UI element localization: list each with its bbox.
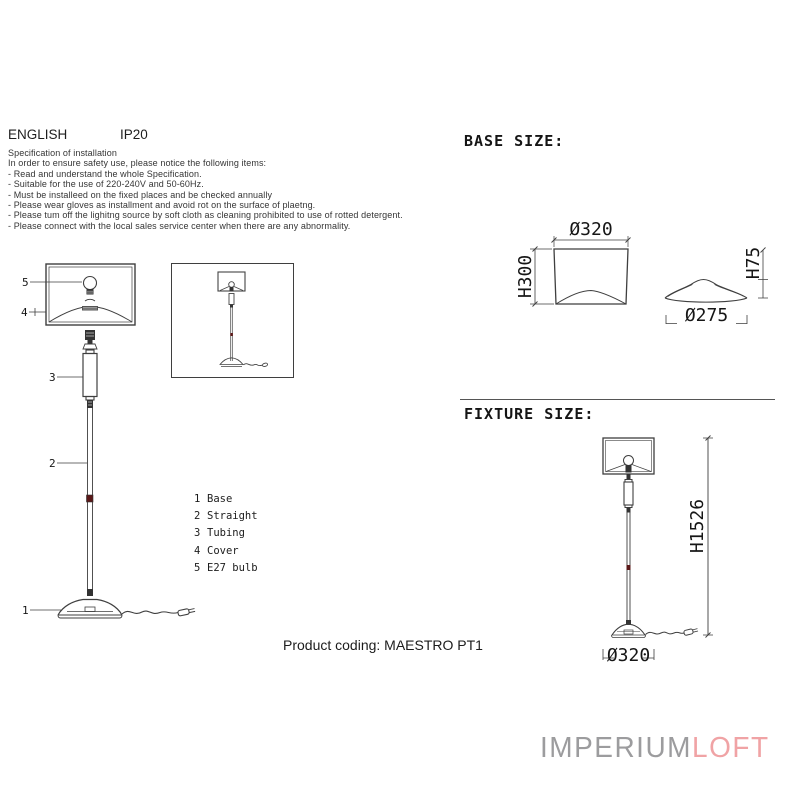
language-label: ENGLISH	[8, 127, 68, 142]
callout-label-base: 1	[22, 604, 29, 617]
brand-loft: LOFT	[692, 731, 770, 764]
dim-label-fixture-base-width: Ø320	[606, 645, 651, 666]
part-number: 2	[194, 510, 201, 523]
part-number: 3	[194, 527, 201, 540]
dim-label-base-width: Ø275	[684, 305, 729, 326]
callout-label-bulb: 5	[22, 276, 29, 289]
spec-item: - Please connect with the local sales service center when there are any abnormality.	[8, 220, 351, 231]
brand-logo	[540, 732, 770, 765]
part-label: Tubing	[207, 527, 245, 540]
spec-item: - Please tum off the lighitng source by soft cloth as cleaning prohibited to use of rotted detergent.	[8, 210, 403, 221]
spec-intro: In order to ensure safety use, please notice the following items:	[8, 158, 267, 169]
part-number: 5	[194, 561, 201, 574]
callout-label-tubing: 3	[49, 371, 56, 384]
dim-label-shade-width: Ø320	[569, 219, 613, 240]
spec-item: - Must be installeed on the fixed places and be checked annually	[8, 189, 273, 200]
fixture-size-title: FIXTURE SIZE:	[464, 405, 595, 423]
dim-label-fixture-height: H1526	[687, 498, 708, 554]
part-row	[194, 510, 258, 527]
part-number: 1	[194, 493, 201, 505]
base-size-title: BASE SIZE:	[464, 132, 565, 150]
callout-label-straight: 2	[49, 457, 56, 470]
product-coding-label: Product coding: MAESTRO PT1	[283, 637, 483, 653]
part-row	[194, 493, 258, 510]
base-size-drawings	[460, 212, 790, 337]
parts-list	[194, 493, 258, 579]
part-row	[194, 562, 258, 579]
spec-title: Specification of installation	[8, 148, 117, 158]
brand-imperium: IMPERIUM	[540, 731, 692, 764]
part-label: E27 bulb	[207, 561, 258, 574]
part-row	[194, 545, 258, 562]
dim-label-shade-height: H300	[515, 254, 536, 299]
part-label: Straight	[207, 510, 258, 523]
assembled-lamp-drawing	[172, 264, 292, 376]
spec-item: - Read and understand the whole Specification.	[8, 168, 202, 179]
assembled-view-inset	[171, 263, 294, 378]
fixture-drawing	[558, 428, 748, 668]
callout-label-cover: 4	[21, 306, 28, 319]
section-divider	[460, 399, 775, 400]
spec-item: - Suitable for the use of 220-240V and 50-60Hz.	[8, 179, 204, 190]
part-number: 4	[194, 544, 201, 557]
part-row	[194, 527, 258, 544]
spec-section	[8, 148, 448, 231]
part-label: Cover	[207, 544, 239, 557]
spec-item: - Please wear gloves as installment and avoid rot on the surface of plaetng.	[8, 200, 316, 211]
part-label: Base	[207, 493, 233, 505]
ip-rating-label: IP20	[120, 127, 148, 142]
dim-label-base-height: H75	[743, 246, 764, 280]
